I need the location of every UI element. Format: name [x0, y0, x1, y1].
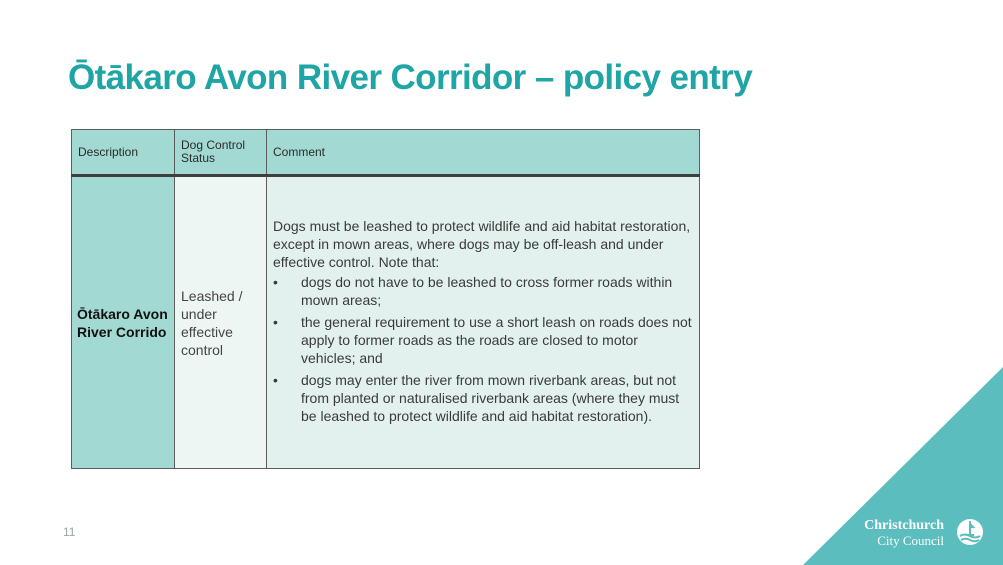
list-item [273, 371, 693, 425]
list-item [273, 313, 693, 367]
bullet-icon: • [273, 273, 278, 290]
slide-title: Ōtākaro Avon River Corridor – policy entry [68, 58, 753, 97]
bullet-icon: • [273, 371, 278, 388]
header-description: Description [72, 130, 175, 176]
bullet-text: dogs do not have to be leashed to cross former roads within mown areas; [301, 273, 673, 308]
comment-cell [267, 176, 700, 469]
comment-intro: Dogs must be leashed to protect wildlife and aid habitat restoration, except in mown areas, where dogs may be off-leash and under effective control. Note that: [273, 217, 691, 270]
bullet-icon: • [273, 313, 278, 330]
description-cell: Ōtākaro Avon River Corrido [72, 176, 175, 469]
header-comment: Comment [267, 130, 700, 176]
cathedral-emblem-icon [956, 518, 984, 546]
table-row [72, 176, 700, 469]
council-logo [864, 518, 994, 550]
status-cell: Leashed / under effective control [175, 176, 267, 469]
bullet-text: dogs may enter the river from mown riverbank areas, but not from planted or naturalised riverbank areas (where they must be leashed to protect wildlife and aid habitat restoration). [301, 371, 680, 424]
page-number: 11 [63, 525, 76, 539]
logo-line-1: Christchurch [864, 518, 944, 533]
bullet-text: the general requirement to use a short leash on roads does not apply to former roads as the roads are closed to motor vehicles; and [301, 313, 692, 366]
list-item [273, 273, 693, 309]
logo-line-2: City Council [877, 533, 944, 548]
table-header-row [72, 130, 700, 176]
header-dog-control-status: Dog Control Status [175, 130, 267, 176]
logo-wordmark [864, 518, 944, 548]
policy-table [71, 129, 700, 469]
comment-bullet-list [273, 273, 693, 425]
